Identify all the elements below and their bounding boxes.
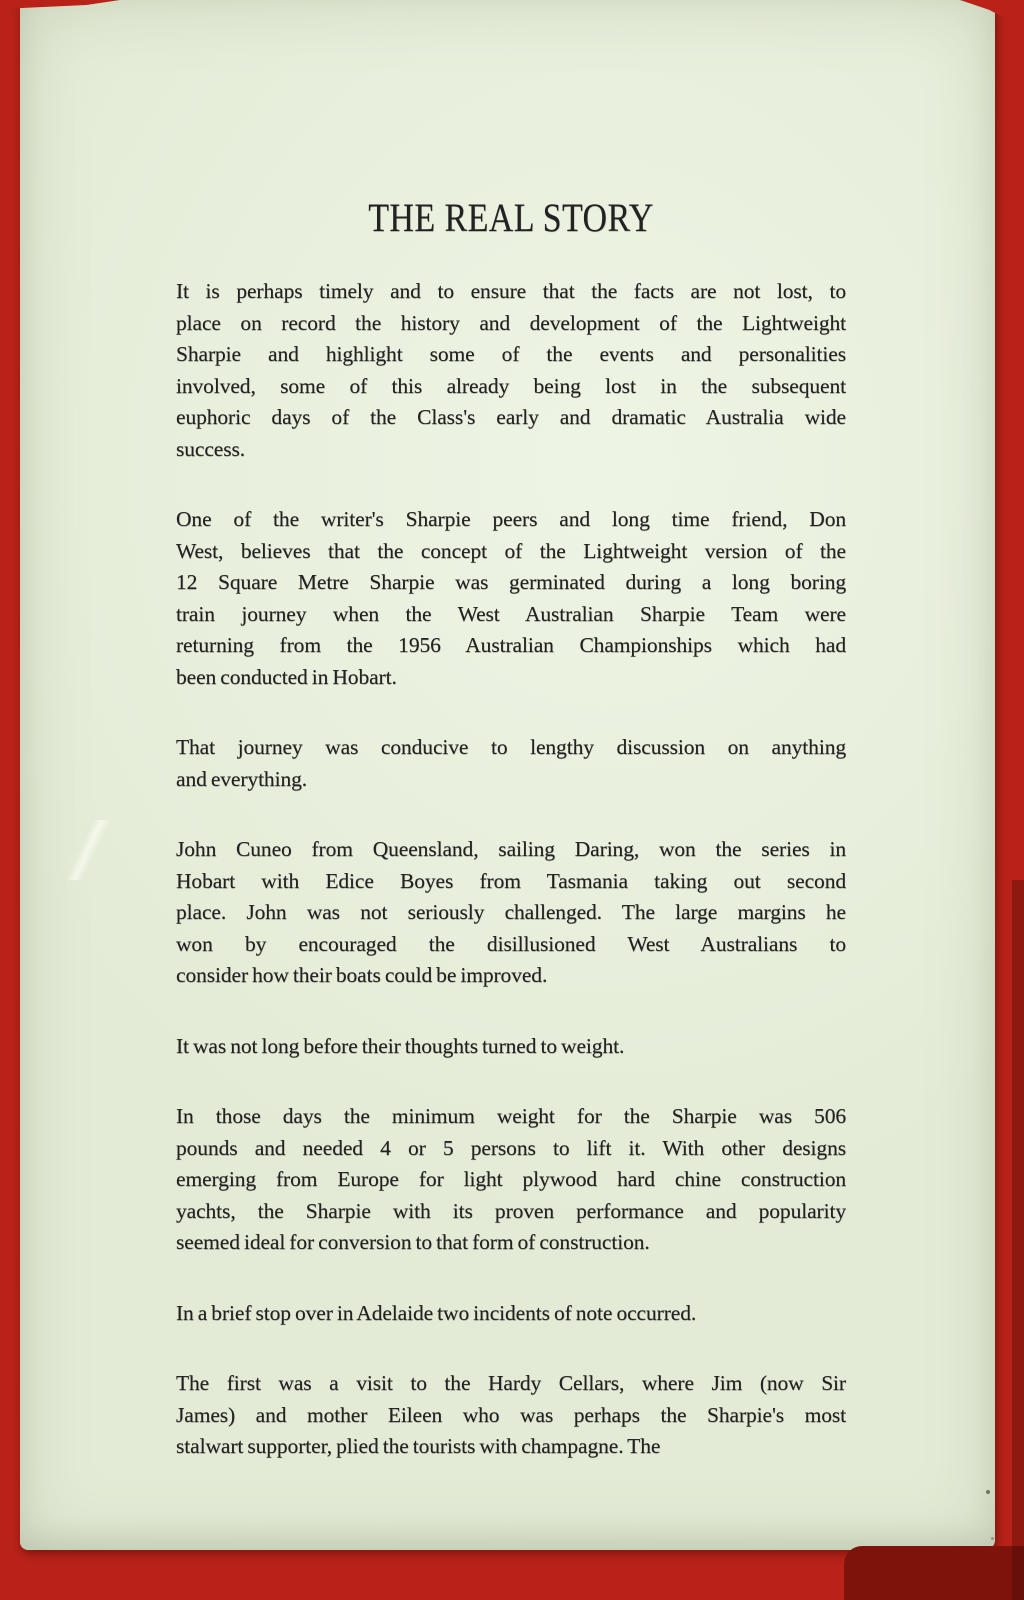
paragraph (176, 1368, 846, 1463)
text-line: It is perhaps timely and to ensure that the facts are not lost, to (176, 279, 846, 303)
text-line: place. John was not seriously challenged. The large margins he (176, 900, 846, 924)
paragraph (176, 1031, 846, 1063)
paragraph (176, 834, 846, 992)
text-line: seemed ideal for conversion to that form of construction. (176, 1230, 650, 1254)
text-line: train journey when the West Australian Sharpie Team were (176, 601, 846, 626)
paragraph (176, 276, 846, 465)
text-line: West, believes that the concept of the Lightweight version of the (176, 538, 846, 563)
text-line: One of the writer's Sharpie peers and long time friend, Don (176, 507, 846, 531)
text-line: success. (176, 436, 246, 461)
text-line: euphoric days of the Class's early and dramatic Australia wide (176, 405, 846, 429)
text-line: 12 Square Metre Sharpie was germinated during a long boring (176, 570, 846, 594)
text-line: won by encouraged the disillusioned West Australians to (176, 931, 846, 956)
text-line: In a brief stop over in Adelaide two incidents of note occurred. (176, 1300, 697, 1325)
text-line: involved, some of this already being lost in the subsequent (176, 373, 846, 398)
text-line: The first was a visit to the Hardy Cellars, where Jim (now Sir (176, 1371, 846, 1395)
text-line: stalwart supporter, plied the tourists with champagne. The (176, 1434, 661, 1458)
text-line: Sharpie and highlight some of the events and personalities (176, 342, 846, 366)
body-text (176, 276, 846, 1463)
text-line: emerging from Europe for light plywood hard chine construction (176, 1167, 846, 1191)
text-line: James) and mother Eileen who was perhaps the Sharpie's most (176, 1402, 846, 1427)
scanned-page (20, 0, 995, 1550)
text-line: Hobart with Edice Boyes from Tasmania taking out second (176, 868, 846, 893)
text-line: yachts, the Sharpie with its proven performance and popularity (176, 1198, 846, 1223)
text-line: John Cuneo from Queensland, sailing Daring, won the series in (176, 837, 846, 861)
text-line: and everything. (176, 766, 308, 791)
page-text-column (176, 0, 846, 1463)
paragraph (176, 1101, 846, 1259)
paragraph (176, 732, 846, 795)
text-line: returning from the 1956 Australian Championships which had (176, 633, 846, 657)
text-line: In those days the minimum weight for the Sharpie was 506 (176, 1104, 846, 1128)
paper-crease (28, 820, 148, 880)
text-line: been conducted in Hobart. (176, 664, 397, 689)
text-line: It was not long before their thoughts turned to weight. (176, 1033, 625, 1058)
page-title-text: THE REAL STORY (368, 195, 654, 240)
book-cover-edge-right-shade (1012, 880, 1024, 1600)
scan-speck (991, 1537, 994, 1540)
book-cover-edge-bottom-right (844, 1546, 1024, 1600)
text-line: consider how their boats could be improved. (176, 963, 548, 987)
text-line: That journey was conducive to lengthy discussion on anything (176, 735, 846, 759)
text-line: pounds and needed 4 or 5 persons to lift it. With other designs (176, 1135, 846, 1160)
text-line: place on record the history and development of the Lightweight (176, 310, 846, 335)
page-title (176, 195, 846, 241)
paragraph (176, 504, 846, 693)
paragraph (176, 1298, 846, 1330)
scan-speck (986, 1490, 990, 1494)
